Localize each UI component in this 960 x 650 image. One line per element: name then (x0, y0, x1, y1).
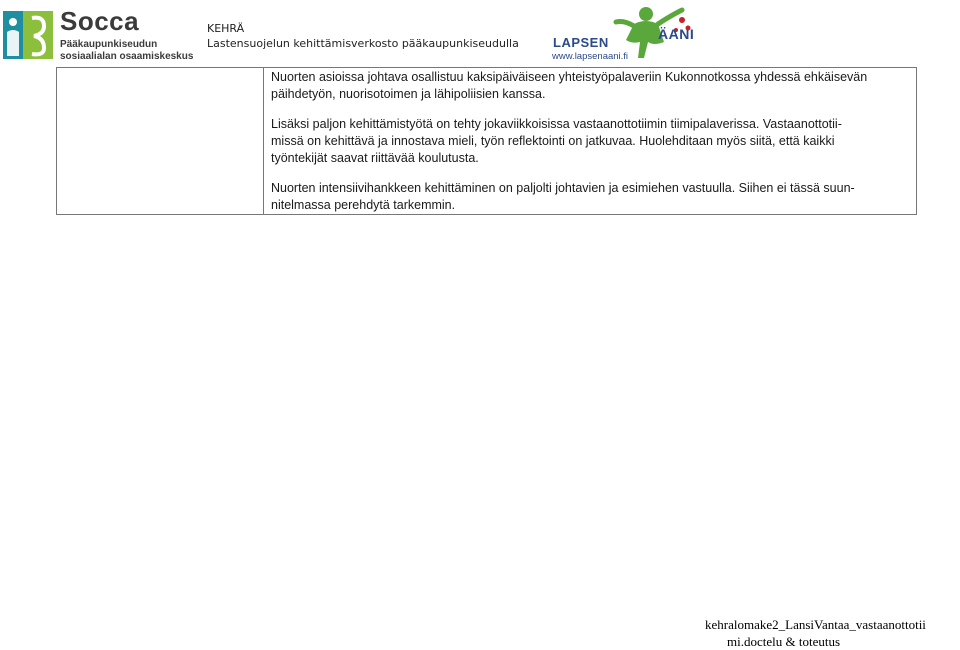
table-right-cell (271, 69, 911, 214)
lapsen-aani-logo (548, 2, 698, 64)
lapsen-word: LAPSEN (553, 35, 609, 50)
aani-word: ÄANI (658, 26, 695, 42)
socca-subtitle-line2: sosiaalialan osaamiskeskus (60, 51, 194, 62)
content-table (56, 67, 917, 215)
paragraph-intensive-project: Nuorten intensiivihankkeen kehittäminen on paljolti johtavien ja esimiehen vastuulla. Siihen ei tässä suun- nitelmassa perehdytä tarkemmin. (271, 181, 855, 212)
kehra-heading (207, 22, 519, 52)
page-footer (705, 616, 960, 650)
page-header (0, 0, 960, 68)
kehra-subtitle: Lastensuojelun kehittämisverkosto pääkaupunkiseudulla (207, 37, 519, 50)
socca-name: Socca (60, 6, 140, 36)
footer-filename-line2: mi.doctelu & toteutus (727, 634, 841, 649)
paragraph-team-meetings: Lisäksi paljon kehittämistyötä on tehty jokaviikkoisissa vastaanottotiimin tiimipalaverissa. Vastaanottotii- missä on kehittävä ja innostava mieli, työn reflektointi on jatkuvaa. Huolehditaan myös siitä, että kaikki työntekijät saavat riittävää koulutusta. (271, 117, 842, 165)
socca-logo (2, 6, 194, 64)
kehra-title: KEHRÄ (207, 22, 245, 35)
table-left-cell (57, 68, 264, 214)
socca-subtitle-line1: Pääkaupunkiseudun (60, 39, 158, 50)
footer-filename-line1: kehralomake2_LansiVantaa_vastaanottotii (705, 617, 926, 632)
socca-logo-icon (2, 8, 54, 62)
paragraph-collaboration: Nuorten asioissa johtava osallistuu kaksipäiväiseen yhteistyöpalaveriin Kukonnotkossa yhdessä ehkäisevän päihdetyön, nuorisotoimen ja lähipoliisien kanssa. (271, 70, 868, 101)
lapsen-aani-url: www.lapsenaani.fi (552, 51, 629, 62)
